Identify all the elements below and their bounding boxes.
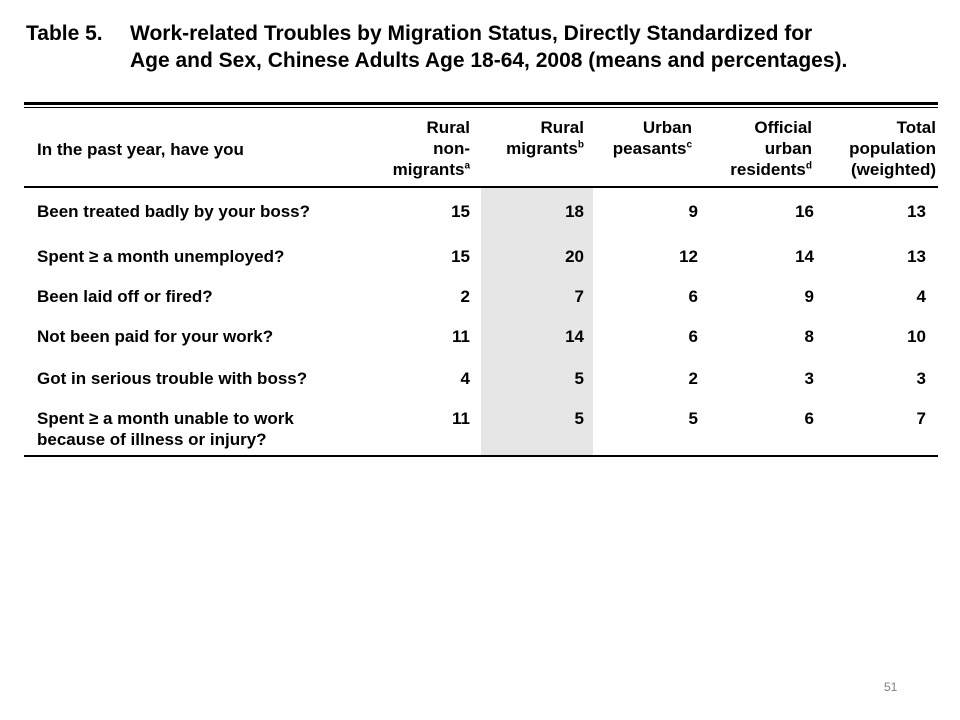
table-cell: 6 (804, 409, 814, 428)
table-cell: 13 (907, 202, 926, 221)
table-number: Table 5. (26, 22, 103, 45)
table-cell: 13 (907, 247, 926, 266)
table-cell: 15 (451, 247, 470, 266)
table-cell: 10 (907, 327, 926, 346)
row-label-not-paid: Not been paid for your work? (37, 327, 274, 346)
table-cell: 6 (688, 327, 698, 346)
table-cell: 11 (452, 409, 470, 428)
column-header-rural-non-migrants: Rural non- migrants$^a$ (392, 118, 470, 179)
table-cell: 16 (795, 202, 814, 221)
table-cell: 14 (565, 327, 584, 346)
row-label-serious-trouble: Got in serious trouble with boss? (37, 369, 308, 388)
table-cell: 5 (688, 409, 698, 428)
bottom-rule (24, 455, 938, 457)
table-cell: 6 (688, 287, 698, 306)
row-header-label: In the past year, have you (37, 140, 244, 159)
page-number: 51 (884, 680, 898, 694)
top-rule-thin (24, 107, 938, 108)
table-cell: 5 (574, 409, 584, 428)
row-label-unable-to-work: Spent ≥ a month unable to work because of illness or injury? (37, 409, 294, 449)
table-cell: 7 (574, 287, 584, 306)
row-label-unemployed: Spent ≥ a month unemployed? (37, 247, 285, 266)
table-cell: 18 (565, 202, 584, 221)
table-cell: 9 (804, 287, 814, 306)
title-line-2: Age and Sex, Chinese Adults Age 18-64, 2008 (means and percentages). (130, 49, 848, 72)
data-table (24, 102, 938, 462)
table-cell: 15 (451, 202, 470, 221)
table-cell: 4 (916, 287, 926, 306)
table-cell: 4 (460, 369, 470, 388)
column-header-official-urban-residents: Official urban residents$^d$ (730, 118, 812, 179)
top-rule-thick (24, 102, 938, 105)
table-cell: 12 (679, 247, 698, 266)
table-cell: 20 (565, 247, 584, 266)
table-cell: 9 (688, 202, 698, 221)
column-header-urban-peasants: Urban peasants$^c$ (612, 118, 692, 158)
column-header-total-population: Total population (weighted) (849, 118, 936, 179)
header-rule (24, 186, 938, 188)
row-label-laid-off: Been laid off or fired? (37, 287, 213, 306)
column-header-rural-migrants: Rural migrants$^b$ (506, 118, 584, 158)
row-label-treated-badly: Been treated badly by your boss? (37, 202, 311, 221)
title-line-1: Work-related Troubles by Migration Status, Directly Standardized for (130, 22, 813, 45)
table-cell: 2 (460, 287, 470, 306)
table-cell: 7 (916, 409, 926, 428)
table-cell: 3 (916, 369, 926, 388)
table-cell: 5 (574, 369, 584, 388)
table-cell: 11 (452, 327, 470, 346)
table-cell: 14 (795, 247, 814, 266)
table-cell: 3 (804, 369, 814, 388)
table-cell: 2 (688, 369, 698, 388)
table-cell: 8 (804, 327, 814, 346)
